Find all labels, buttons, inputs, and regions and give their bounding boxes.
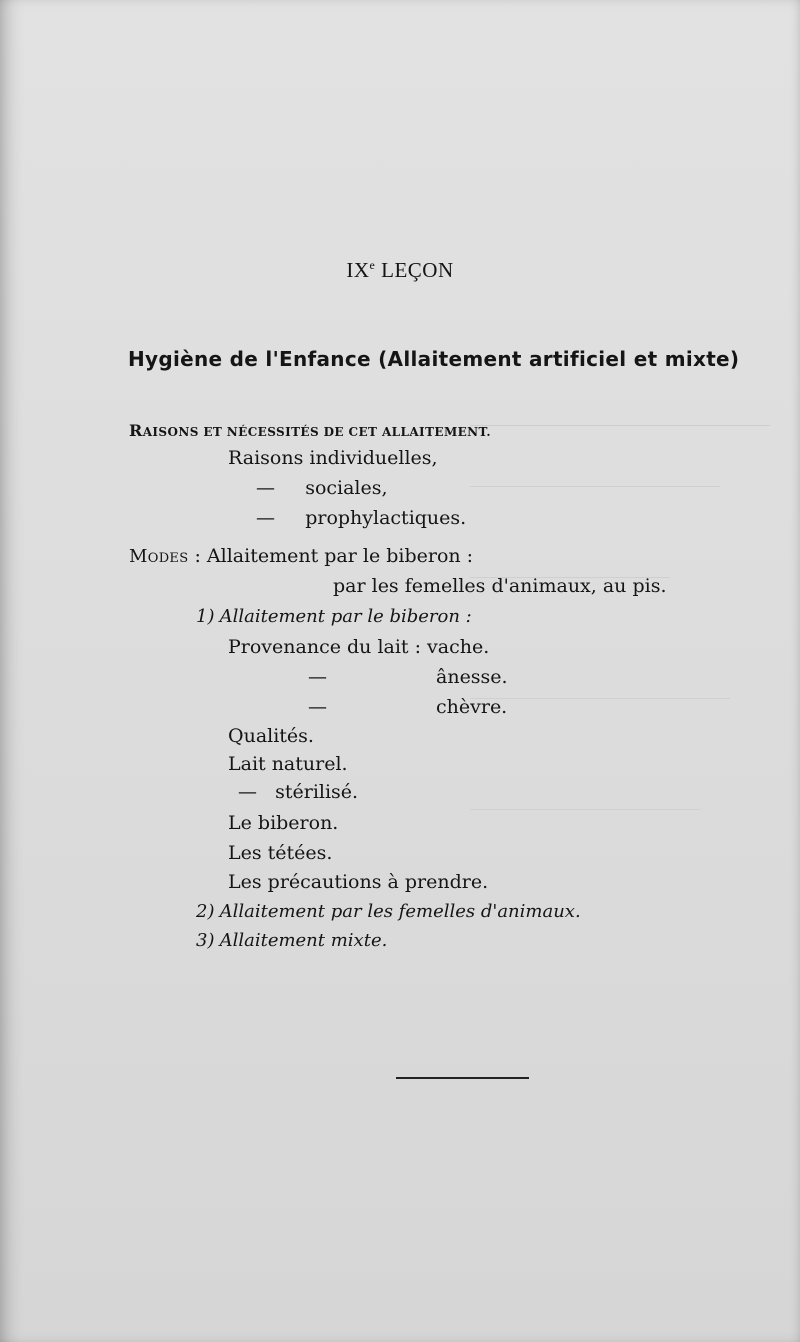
page-heading: Hygiène de l'Enfance (Allaitement artificiel et mixte) [128,347,740,371]
closing-rule [396,1077,529,1079]
provenance-line: Provenance du lait : vache. [228,636,490,658]
item-1-heading: 1) Allaitement par le biberon : [196,606,472,627]
bleed-through-marks [470,395,790,1075]
provenance-chevre: chèvre. [436,696,508,718]
modes-line-1: MODES : Allaitement par le biberon : [129,545,474,567]
list-item-precautions: Les précautions à prendre. [228,871,489,893]
raison-sociales: — sociales, [256,477,388,499]
modes-line-2: par les femelles d'animaux, au pis. [333,575,667,597]
section-raisons-heading: RAISONS ET NÉCESSITÉS DE CET ALLAITEMENT. [129,421,491,440]
modes-label: MODES [129,546,189,567]
list-item-qualites: Qualités. [228,725,314,747]
lesson-title: IXe LEÇON [346,258,454,282]
raison-prophylactiques: — prophylactiques. [256,507,467,529]
raison-individuelles: Raisons individuelles, [228,447,438,469]
list-item-lait-naturel: Lait naturel. [228,753,348,775]
list-item-sterilise: — stérilisé. [238,781,359,803]
dash-anesse: — [308,666,327,688]
item-3-heading: 3) Allaitement mixte. [196,930,388,951]
list-item-tetees: Les tétées. [228,842,333,864]
item-2-heading: 2) Allaitement par les femelles d'animaux. [196,901,581,922]
dash-chevre: — [308,696,327,718]
list-item-biberon: Le biberon. [228,812,339,834]
provenance-anesse: ânesse. [436,666,508,688]
